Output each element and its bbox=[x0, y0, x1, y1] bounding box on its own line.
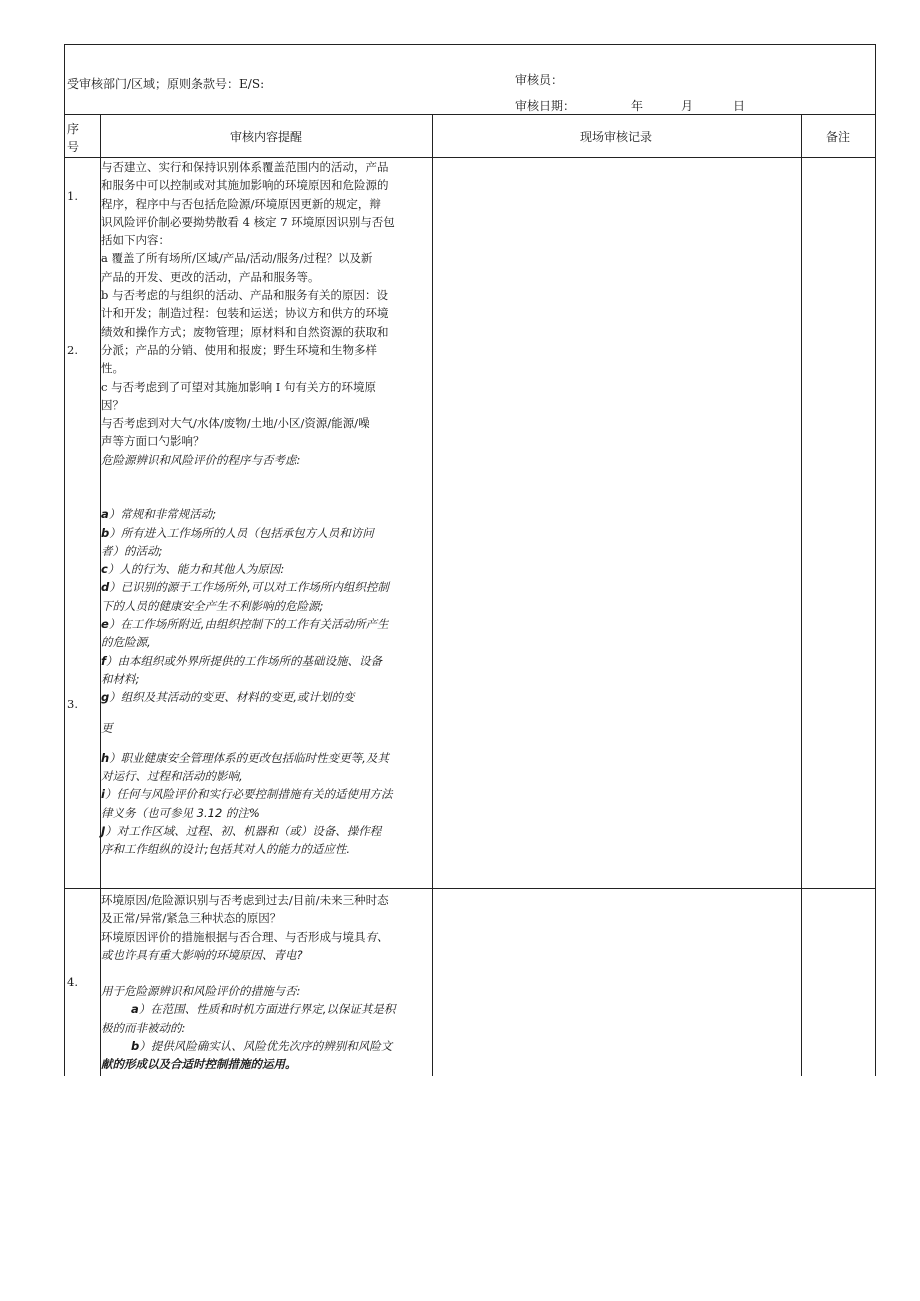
row-number: 4. bbox=[67, 975, 78, 989]
day-label: 日 bbox=[733, 99, 746, 113]
content-line: 因？ bbox=[101, 397, 124, 412]
content-line: a 覆盖了所有场所/区域/产品/活动/服务/过程？以及新 bbox=[101, 251, 373, 266]
row-number: 3. bbox=[67, 697, 78, 711]
hazard-item: b）所有进入工作场所的人员（包括承包方人员和访问 bbox=[101, 525, 374, 540]
column-remarks: 备注 bbox=[825, 130, 850, 144]
divider bbox=[432, 114, 433, 1076]
hazard-item: 者）的活动; bbox=[101, 543, 163, 558]
content-line: 产品的开发、更改的活动，产品和服务等。 bbox=[101, 269, 320, 284]
content-line: 环境原因评价的措施根据与否合理、与否形成与境具有、 bbox=[101, 929, 389, 944]
department-clause-label: 受审核部门/区域；原则条款号：E/S: bbox=[67, 77, 265, 91]
table-header-info bbox=[65, 45, 875, 115]
column-seq: 序号 bbox=[67, 122, 80, 154]
audit-date-label: 审核日期： bbox=[515, 99, 576, 113]
content-line: 与否考虑到对大气/水体/废物/土地/小区/资源/能源/噪 bbox=[101, 416, 370, 431]
method-item: b）提供风险确实认、风险优先次序的辨别和风险文 bbox=[131, 1039, 393, 1054]
content-line: 计和开发；制造过程：包装和运送；协议方和供方的环境 bbox=[101, 306, 389, 321]
year-label: 年 bbox=[631, 99, 644, 113]
content-line: 声等方面口勺影响？ bbox=[101, 434, 205, 449]
hazard-item: d）已识别的源于工作场所外,可以对工作场所内组织控制 bbox=[101, 580, 389, 595]
month-label: 月 bbox=[681, 99, 694, 113]
hazard-item: i）任何与风险评价和实行必要控制措施有关的适使用方法 bbox=[101, 787, 393, 802]
method-intro: 用于危险源辨识和风险评价的措施与否: bbox=[101, 984, 301, 999]
content-line: 绩效和操作方式；废物管理；原材料和自然资源的获取和 bbox=[101, 324, 389, 339]
row-number: 1. bbox=[67, 189, 78, 203]
hazard-item: c）人的行为、能力和其他人为原因: bbox=[101, 562, 285, 577]
hazard-item: 的危险源, bbox=[101, 635, 151, 650]
content-line: 程序，程序中与否包括危险源/环境原因更新的规定，辩 bbox=[101, 196, 381, 211]
content-line: c 与否考虑到了可望对其施加影响 I 句有关方的环境原 bbox=[101, 379, 376, 394]
hazard-item: 律义务（也可参见 3.12 的注% bbox=[101, 805, 260, 820]
content-line: 与否建立、实行和保持识别体系覆盖范围内的活动，产品 bbox=[101, 160, 389, 174]
row-number: 2. bbox=[67, 343, 78, 357]
hazard-item-continued: 更 bbox=[101, 720, 113, 735]
content-line: 分派；产品的分销、使用和报废；野生环境和生物多样 bbox=[101, 342, 377, 357]
hazard-item: h）职业健康安全管理体系的更改包括临时性变更等,及其 bbox=[101, 750, 389, 765]
content-line: b 与否考虑的与组织的活动、产品和服务有关的原因：设 bbox=[101, 288, 389, 303]
auditor-label: 审核员： bbox=[515, 73, 564, 87]
hazard-item: g）组织及其活动的变更、材料的变更,或计划的变 bbox=[101, 690, 355, 705]
hazard-item: 和材料; bbox=[101, 671, 140, 686]
hazard-item: 下的人员的健康安全产生不利影响的危险源; bbox=[101, 598, 324, 613]
content-line: 括如下内容： bbox=[101, 233, 170, 248]
content-line: 性。 bbox=[101, 361, 124, 376]
content-block-evaluation bbox=[101, 891, 431, 1074]
hazard-item: 序和工作组纵的设计;包括其对人的能力的适应性. bbox=[101, 842, 351, 857]
divider bbox=[801, 114, 802, 1076]
hazard-item: 对运行、过程和活动的影响, bbox=[101, 769, 243, 784]
content-line: 识风险评价制必要拗势散看 4 核定 7 环境原因识别与否包 bbox=[101, 214, 395, 229]
row-divider bbox=[65, 888, 875, 889]
hazard-item: e）在工作场所附近,由组织控制下的工作有关活动所产生 bbox=[101, 617, 389, 632]
hazard-item: J）对工作区域、过程、初、机器和（或）设备、操作程 bbox=[101, 824, 382, 839]
hazard-item: a）常规和非常规活动; bbox=[101, 507, 217, 522]
content-block-env bbox=[101, 158, 431, 451]
column-content: 审核内容提醒 bbox=[229, 130, 302, 144]
hazard-intro: 危险源辨识和风险评价的程序与否考虑: bbox=[101, 453, 301, 467]
content-line: 或也许具有重大影响的环境原因、青电? bbox=[101, 947, 303, 962]
method-item: a）在范围、性质和时机方面进行界定,以保证其是积 bbox=[131, 1002, 396, 1017]
content-block-hazard bbox=[101, 451, 431, 859]
audit-checklist-table bbox=[64, 44, 876, 1076]
method-item: 极的而非被动的: bbox=[101, 1020, 186, 1035]
column-header-row bbox=[65, 114, 875, 158]
method-item: 献的形成以及合适时控制措施的运用。 bbox=[101, 1057, 297, 1072]
content-line: 和服务中可以控制或对其施加影响的环境原因和危险源的 bbox=[101, 178, 389, 193]
hazard-item: f）由本组织或外界所提供的工作场所的基础设施、设备 bbox=[101, 653, 383, 668]
column-record: 现场审核记录 bbox=[579, 130, 652, 144]
content-line: 环境原因/危险源识别与否考虑到过去/目前/未来三种时态 bbox=[101, 893, 389, 907]
content-line: 及正常/异常/紧急三种状态的原因？ bbox=[101, 911, 282, 926]
